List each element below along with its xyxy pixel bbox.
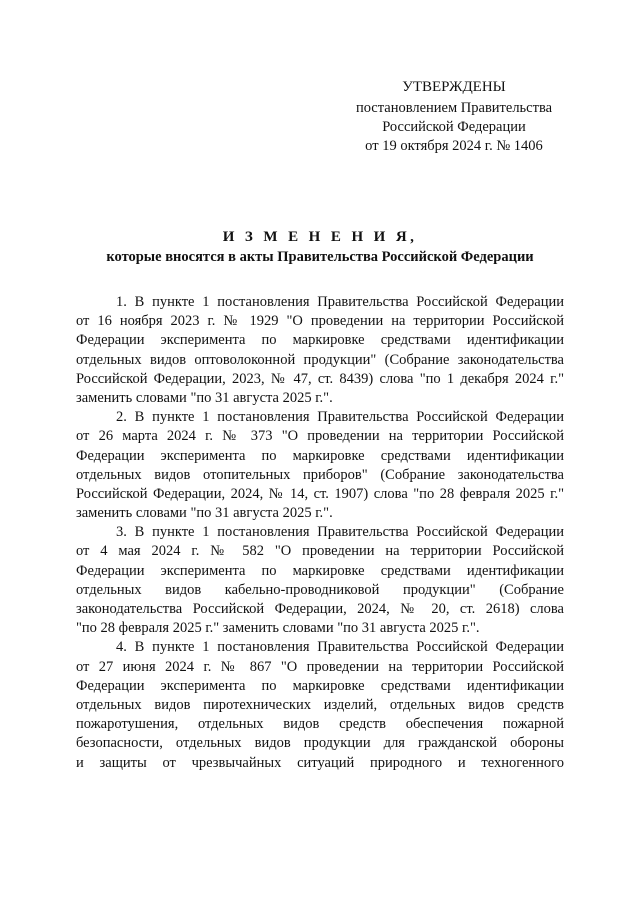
approval-block xyxy=(330,78,578,156)
paragraph-line: 2. В пункте 1 постановления Правительства Российской Федерации xyxy=(116,409,564,426)
paragraph-line: от 26 марта 2024 г. № 373 "О проведении на территории Российской xyxy=(76,428,564,445)
document-title: И З М Е Н Е Н И Я, xyxy=(222,229,418,245)
paragraph-line: 1. В пункте 1 постановления Правительства Российской Федерации xyxy=(116,294,564,310)
paragraph-line: Российской Федерации, 2023, № 47, ст. 8439) слова "по 1 декабря 2024 г." xyxy=(76,370,564,387)
document-body xyxy=(76,293,564,773)
paragraph-line: отдельных видов кабельно-проводниковой продукции" (Собрание xyxy=(76,581,564,598)
approval-line: от 19 октября 2024 г. № 1406 xyxy=(365,138,543,154)
paragraph-line: от 27 июня 2024 г. № 867 "О проведении на территории Российской xyxy=(76,658,564,675)
approval-heading: УТВЕРЖДЕНЫ xyxy=(402,79,506,95)
paragraph-line: заменить словами "по 31 августа 2025 г.". xyxy=(76,505,333,522)
approval-line: постановлением Правительства xyxy=(355,100,553,116)
paragraph-line: отдельных видов оптоволоконной продукции" (Собрание законодательства xyxy=(76,351,564,368)
paragraph-line: и защиты от чрезвычайных ситуаций природного и техногенного xyxy=(76,754,564,771)
paragraph-line: законодательства Российской Федерации, 2024, № 20, ст. 2618) слова xyxy=(76,601,564,617)
paragraph-line: Российской Федерации, 2024, № 14, ст. 1907) слова "по 28 февраля 2025 г." xyxy=(76,485,564,502)
paragraph-line: "по 28 февраля 2025 г." заменить словами "по 31 августа 2025 г.". xyxy=(76,620,480,637)
paragraph-line: Федерации эксперимента по маркировке средствами идентификации xyxy=(76,332,564,349)
paragraph-4 xyxy=(76,638,564,772)
paragraph-line: Федерации эксперимента по маркировке средствами идентификации xyxy=(76,562,564,579)
paragraph-line: пожаротушения, отдельных видов средств обеспечения пожарной xyxy=(76,716,564,733)
paragraph-line: безопасности, отдельных видов продукции для гражданской обороны xyxy=(76,735,564,752)
paragraph-line: Федерации эксперимента по маркировке средствами идентификации xyxy=(76,677,564,694)
paragraph-line: 4. В пункте 1 постановления Правительства Российской Федерации xyxy=(116,639,564,656)
paragraph-line: от 4 мая 2024 г. № 582 "О проведении на территории Российской xyxy=(76,543,564,560)
paragraph-line: Федерации эксперимента по маркировке средствами идентификации xyxy=(76,447,564,464)
paragraph-2 xyxy=(76,408,564,523)
paragraph-line: 3. В пункте 1 постановления Правительства Российской Федерации xyxy=(116,524,564,541)
paragraph-line: отдельных видов отопительных приборов" (Собрание законодательства xyxy=(76,466,564,483)
document-subtitle: которые вносятся в акты Правительства Российской Федерации xyxy=(106,249,534,265)
paragraph-3 xyxy=(76,523,564,638)
paragraph-line: от 16 ноября 2023 г. № 1929 "О проведении на территории Российской xyxy=(76,313,564,330)
paragraph-line: заменить словами "по 31 августа 2025 г.". xyxy=(76,389,333,406)
paragraph-line: отдельных видов пиротехнических изделий, отдельных видов средств xyxy=(76,696,564,713)
approval-line: Российской Федерации xyxy=(382,119,526,135)
paragraph-1 xyxy=(76,293,564,408)
